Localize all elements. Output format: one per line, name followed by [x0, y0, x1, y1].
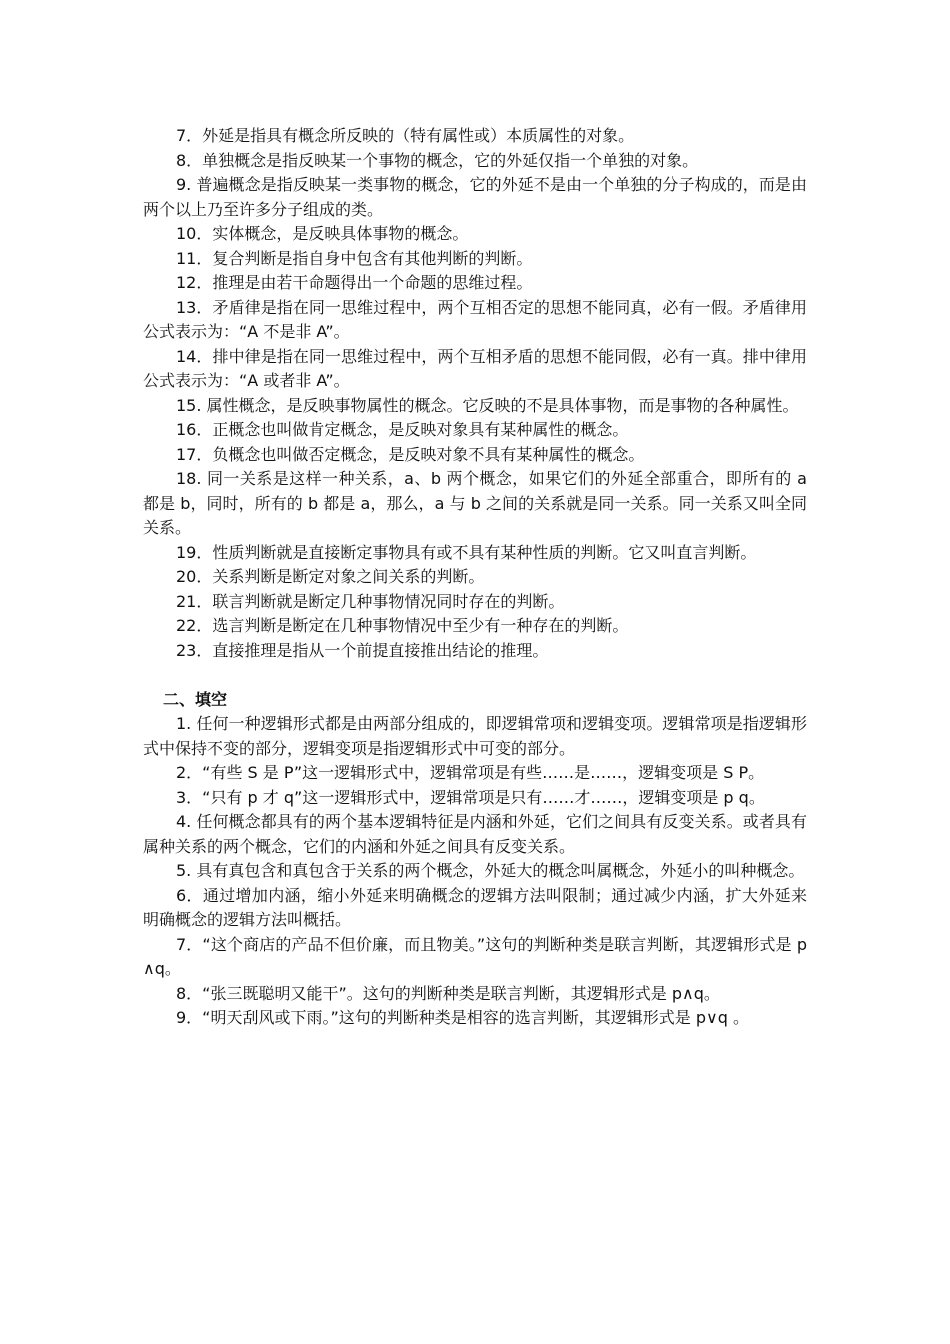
- definition-item: 18. 同一关系是这样一种关系，a、b 两个概念，如果它们的外延全部重合，即所有的 a 都是 b，同时，所有的 b 都是 a，那么，a 与 b 之间的关系就是同一关系。同一关系又叫全同关系。: [143, 469, 807, 537]
- definition-item: 13．矛盾律是指在同一思维过程中，两个互相否定的思想不能同真，必有一假。矛盾律用公式表示为：“A 不是非 A”。: [143, 297, 807, 341]
- definition-item: 14．排中律是指在同一思维过程中，两个互相矛盾的思想不能同假，必有一真。排中律用公式表示为：“A 或者非 A”。: [143, 346, 807, 390]
- definition-item: 7．外延是指具有概念所反映的（特有属性或）本质属性的对象。: [176, 126, 635, 145]
- fill-blank-item: 5. 具有真包含和真包含于关系的两个概念，外延大的概念叫属概念，外延小的叫种概念。: [176, 861, 805, 880]
- definition-item: 23．直接推理是指从一个前提直接推出结论的推理。: [176, 640, 549, 660]
- definition-item: 22．选言判断是断定在几种事物情况中至少有一种存在的判断。: [176, 616, 629, 635]
- section-spacer: [143, 663, 807, 688]
- definition-item: 21．联言判断就是断定几种事物情况同时存在的判断。: [176, 591, 565, 611]
- definition-item: 20．关系判断是断定对象之间关系的判断。: [176, 567, 485, 586]
- fill-blank-item: 2．“有些 S 是 P”这一逻辑形式中，逻辑常项是有些……是……，逻辑变项是 S P。: [176, 763, 765, 782]
- document-body: [143, 124, 807, 1031]
- fill-blank-item: 4. 任何概念都具有的两个基本逻辑特征是内涵和外延，它们之间具有反变关系。或者具有属种关系的两个概念，它们的内涵和外延之间具有反变关系。: [143, 812, 807, 856]
- definition-item: 16．正概念也叫做肯定概念，是反映对象具有某种属性的概念。: [176, 420, 629, 439]
- fill-blank-item: 3．“只有 p 才 q”这一逻辑形式中，逻辑常项是只有……才……，逻辑变项是 p q。: [176, 787, 765, 807]
- definition-item: 8．单独概念是指反映某一个事物的概念，它的外延仅指一个单独的对象。: [176, 150, 699, 170]
- fill-blank-item: 7．“这个商店的产品不但价廉，而且物美。”这句的判断种类是联言判断，其逻辑形式是 p∧q。: [143, 934, 807, 978]
- section-heading: 二、填空: [163, 689, 228, 709]
- definition-item: 12．推理是由若干命题得出一个命题的思维过程。: [176, 273, 533, 292]
- definition-item: 19．性质判断就是直接断定事物具有或不具有某种性质的判断。它又叫直言判断。: [176, 542, 757, 562]
- definition-item: 17．负概念也叫做否定概念，是反映对象不具有某种属性的概念。: [176, 444, 645, 464]
- fill-blank-item: 1. 任何一种逻辑形式都是由两部分组成的，即逻辑常项和逻辑变项。逻辑常项是指逻辑形式中保持不变的部分，逻辑变项是指逻辑形式中可变的部分。: [143, 714, 807, 758]
- definition-item: 9. 普遍概念是指反映某一类事物的概念，它的外延不是由一个单独的分子构成的，而是由两个以上乃至许多分子组成的类。: [143, 175, 807, 219]
- fill-blank-item: 8．“张三既聪明又能干”。这句的判断种类是联言判断，其逻辑形式是 p∧q。: [176, 983, 720, 1003]
- fill-blank-item: 9．“明天刮风或下雨。”这句的判断种类是相容的选言判断，其逻辑形式是 p∨q 。: [176, 1008, 749, 1027]
- definition-item: 15. 属性概念，是反映事物属性的概念。它反映的不是具体事物，而是事物的各种属性。: [176, 395, 799, 415]
- fill-blank-item: 6．通过增加内涵，缩小外延来明确概念的逻辑方法叫限制；通过减少内涵，扩大外延来明确概念的逻辑方法叫概括。: [143, 885, 807, 929]
- definition-item: 11．复合判断是指自身中包含有其他判断的判断。: [176, 248, 533, 268]
- definition-item: 10．实体概念，是反映具体事物的概念。: [176, 224, 469, 243]
